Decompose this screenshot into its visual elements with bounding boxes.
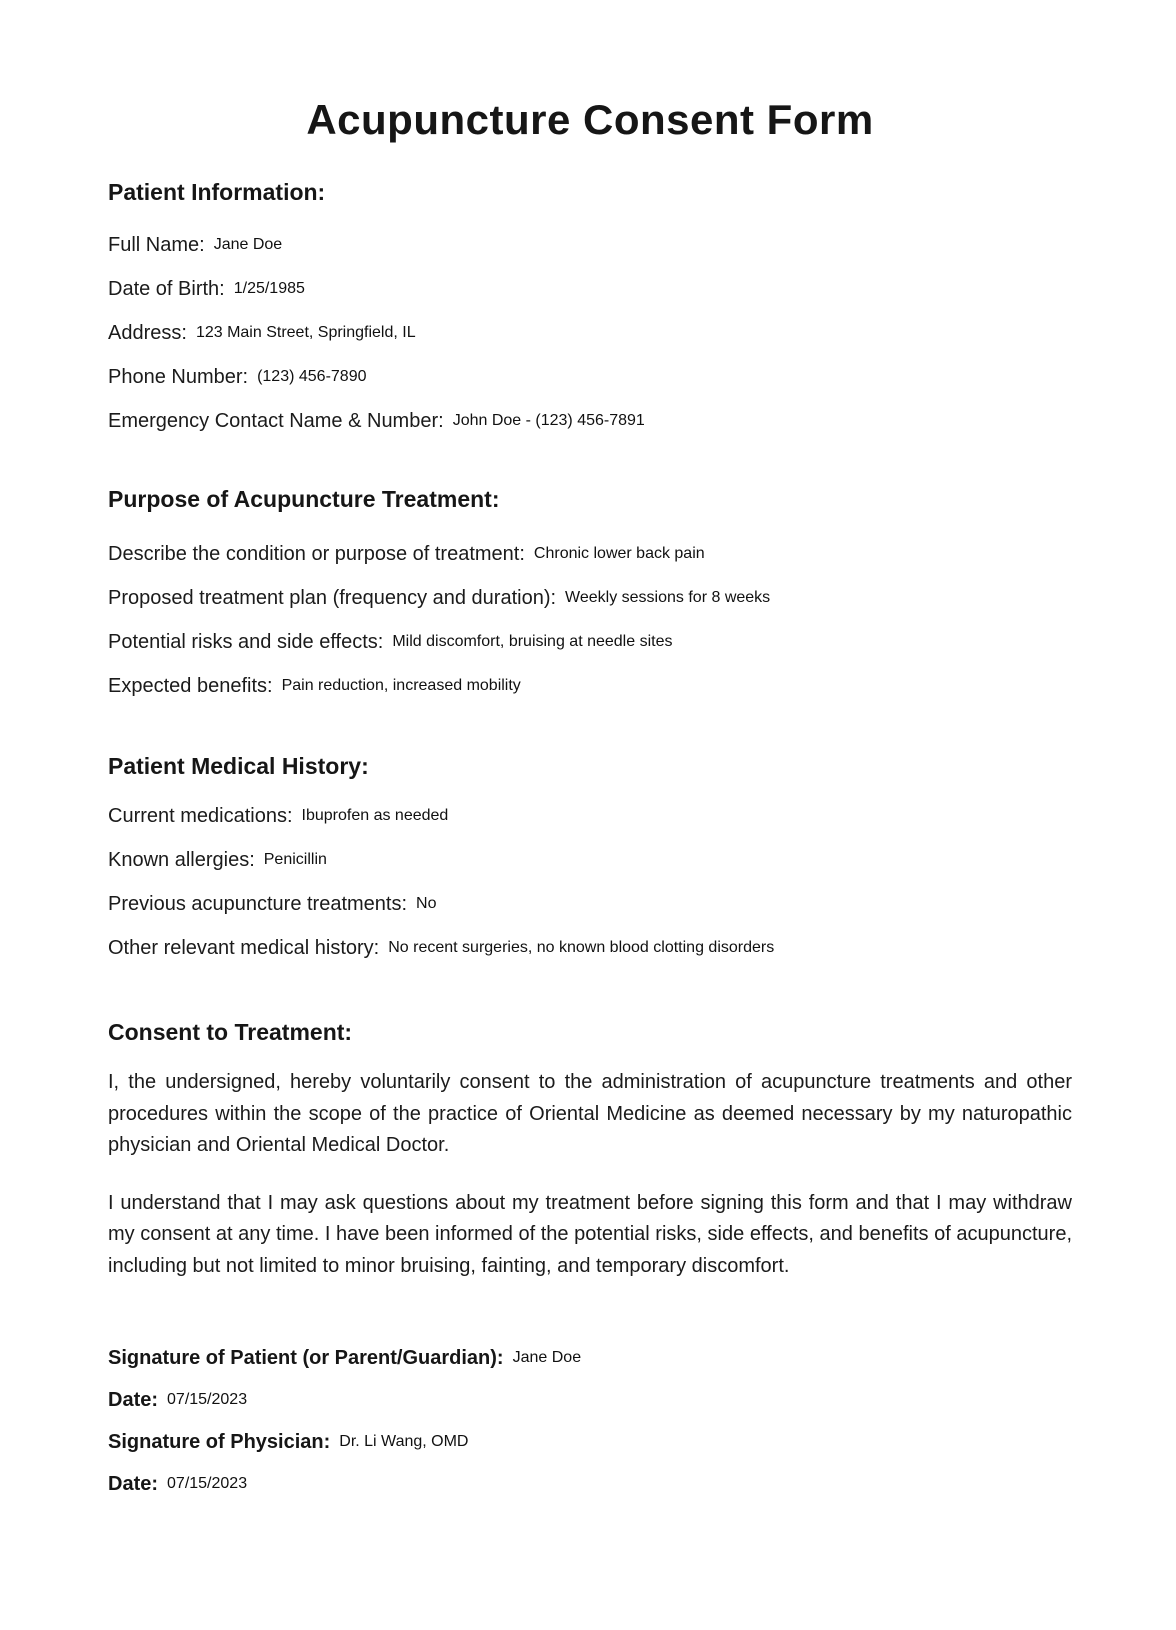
section-heading-medical-history: Patient Medical History: [108, 753, 369, 779]
physician-date-label: Date: [108, 1473, 159, 1495]
potential-risks-label: Potential risks and side effects: [108, 631, 384, 653]
field-previous-treatments [108, 892, 1072, 916]
known-allergies-value: Penicillin [263, 851, 327, 868]
other-medical-history-label: Other relevant medical history: [108, 937, 380, 959]
emergency-contact-value: John Doe - (123) 456-7891 [452, 412, 645, 429]
medical-history-fields [108, 804, 1072, 960]
physician-date-value: 07/15/2023 [167, 1475, 248, 1492]
section-heading-patient-information: Patient Information: [108, 179, 326, 205]
consent-paragraph-2: I understand that I may ask questions about my treatment before signing this form and that I may withdraw my consent at any time. I have been informed of the potential risks, side effects, and benefits of acupuncture, including but not limited to minor bruising, fainting, and temporary discomfort. [108, 1191, 1072, 1277]
treatment-plan-label: Proposed treatment plan (frequency and duration): [108, 587, 557, 609]
full-name-label: Full Name: [108, 234, 205, 256]
field-physician-signature [108, 1430, 1072, 1454]
expected-benefits-value: Pain reduction, increased mobility [281, 677, 521, 694]
field-patient-signature-date [108, 1388, 1072, 1412]
section-heading-purpose-of-treatment: Purpose of Acupuncture Treatment: [108, 486, 500, 512]
field-date-of-birth [108, 277, 1072, 301]
patient-date-value: 07/15/2023 [167, 1391, 248, 1408]
other-medical-history-value: No recent surgeries, no known blood clotting disorders [388, 939, 775, 956]
field-full-name [108, 233, 1072, 257]
signature-section [108, 1346, 1072, 1496]
section-heading-consent-to-treatment: Consent to Treatment: [108, 1019, 353, 1045]
page-title: Acupuncture Consent Form [306, 96, 874, 143]
phone-number-label: Phone Number: [108, 366, 249, 388]
patient-signature-label: Signature of Patient (or Parent/Guardian): [108, 1347, 504, 1369]
field-emergency-contact [108, 409, 1072, 433]
current-medications-label: Current medications: [108, 805, 293, 827]
physician-signature-value: Dr. Li Wang, OMD [339, 1433, 469, 1450]
known-allergies-label: Known allergies: [108, 849, 255, 871]
treatment-plan-value: Weekly sessions for 8 weeks [565, 589, 771, 606]
field-physician-signature-date [108, 1472, 1072, 1496]
field-current-medications [108, 804, 1072, 828]
emergency-contact-label: Emergency Contact Name & Number: [108, 410, 444, 432]
consent-paragraphs [108, 1067, 1072, 1282]
consent-paragraph-1: I, the undersigned, hereby voluntarily consent to the administration of acupuncture treatments and other procedures within the scope of the practice of Oriental Medicine as deemed necessary by my naturopathic physician and Oriental Medical Doctor. [108, 1071, 1072, 1156]
address-value: 123 Main Street, Springfield, IL [195, 324, 416, 341]
current-medications-value: Ibuprofen as needed [301, 807, 449, 824]
patient-signature-value: Jane Doe [512, 1349, 582, 1366]
date-of-birth-label: Date of Birth: [108, 278, 225, 300]
field-phone-number [108, 365, 1072, 389]
condition-purpose-value: Chronic lower back pain [533, 545, 705, 562]
potential-risks-value: Mild discomfort, bruising at needle sites [392, 633, 673, 650]
physician-signature-label: Signature of Physician: [108, 1431, 331, 1453]
field-address [108, 321, 1072, 345]
full-name-value: Jane Doe [213, 236, 283, 253]
phone-number-value: (123) 456-7890 [257, 368, 367, 385]
field-potential-risks [108, 630, 1072, 654]
field-known-allergies [108, 848, 1072, 872]
field-other-medical-history [108, 936, 1072, 960]
expected-benefits-label: Expected benefits: [108, 675, 273, 697]
patient-date-label: Date: [108, 1389, 159, 1411]
field-treatment-plan [108, 586, 1072, 610]
previous-treatments-value: No [416, 895, 437, 912]
field-condition-purpose [108, 542, 1072, 566]
patient-information-fields [108, 233, 1072, 433]
field-expected-benefits [108, 674, 1072, 698]
condition-purpose-label: Describe the condition or purpose of treatment: [108, 543, 525, 565]
field-patient-signature [108, 1346, 1072, 1370]
address-label: Address: [108, 322, 187, 344]
purpose-of-treatment-fields [108, 542, 1072, 698]
date-of-birth-value: 1/25/1985 [233, 280, 305, 297]
previous-treatments-label: Previous acupuncture treatments: [108, 893, 408, 915]
